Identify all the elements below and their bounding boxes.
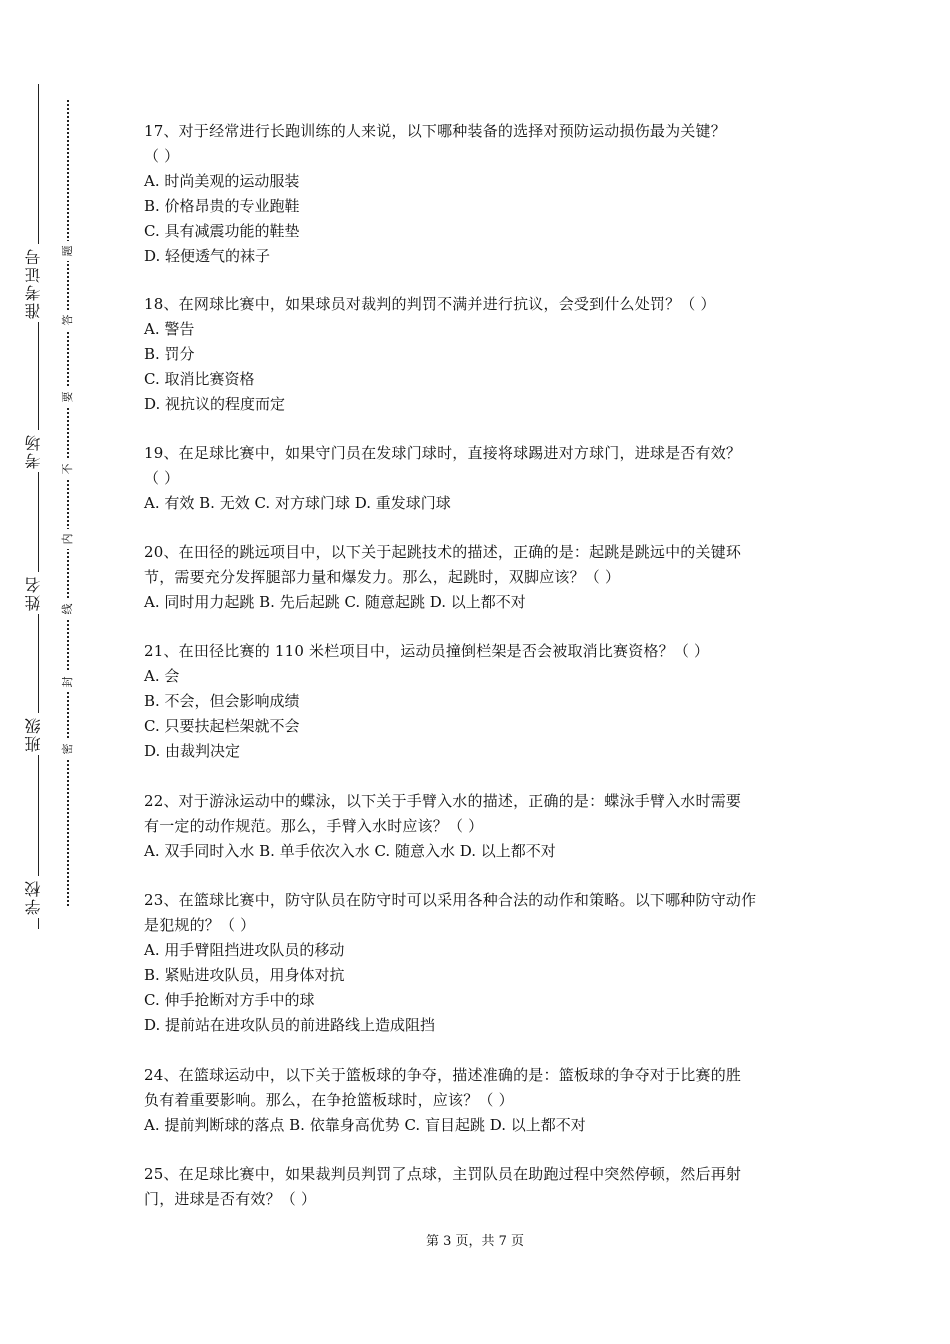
question-text: 22、对于游泳运动中的蝶泳，以下关于手臂入水的描述，正确的是：蝶泳手臂入水时需要 (144, 792, 742, 810)
question-text: 负有着重要影响。那么，在争抢篮板球时，应该？（ ） (144, 1091, 514, 1109)
question-text: 19、在足球比赛中，如果守门员在发球门球时，直接将球踢进对方球门，进球是否有效？ (144, 444, 742, 462)
seal-char: 封 (61, 672, 75, 692)
question-text: 有一定的动作规范。那么，手臂入水时应该？（ ） (144, 817, 484, 835)
student-name-label: 姓名 (22, 572, 46, 614)
option: B. 价格昂贵的专业跑鞋 (144, 197, 300, 215)
question-23 (144, 888, 824, 1038)
option: C. 具有减震功能的鞋垫 (144, 222, 300, 240)
option: A. 双手同时入水 B. 单手依次入水 C. 随意入水 D. 以上都不对 (144, 842, 556, 860)
option: B. 不会，但会影响成绩 (144, 692, 300, 710)
question-19 (144, 441, 824, 516)
question-text: 17、对于经常进行长跑训练的人来说，以下哪种装备的选择对预防运动损伤最为关键？ (144, 122, 726, 140)
seal-char: 题 (61, 241, 75, 261)
question-text: 18、在网球比赛中，如果球员对裁判的判罚不满并进行抗议，会受到什么处罚？（ ） (144, 295, 716, 313)
question-22 (144, 789, 824, 864)
question-text: 24、在篮球运动中，以下关于篮板球的争夺，描述准确的是：篮板球的争夺对于比赛的胜 (144, 1066, 742, 1084)
page-footer: 第 3 页，共 7 页 (425, 1234, 525, 1249)
question-25 (144, 1162, 824, 1212)
option: A. 有效 B. 无效 C. 对方球门球 D. 重发球门球 (144, 494, 451, 512)
option: A. 警告 (144, 320, 195, 338)
question-text: 21、在田径比赛的 110 米栏项目中，运动员撞倒栏架是否会被取消比赛资格？（ ） (144, 642, 710, 660)
question-text: 25、在足球比赛中，如果裁判员判罚了点球，主罚队员在助跑过程中突然停顿，然后再射 (144, 1165, 742, 1183)
question-17 (144, 119, 824, 269)
option: C. 取消比赛资格 (144, 370, 255, 388)
question-21 (144, 639, 824, 764)
seal-dotted-line (67, 100, 69, 906)
question-text: 节，需要充分发挥腿部力量和爆发力。那么，起跳时，双脚应该？（ ） (144, 568, 621, 586)
option: C. 只要扶起栏架就不会 (144, 717, 300, 735)
option: A. 会 (144, 667, 180, 685)
seal-char: 密 (61, 739, 75, 759)
seal-char: 答 (61, 310, 75, 330)
question-24 (144, 1063, 824, 1138)
question-20 (144, 540, 824, 615)
question-text: 门，进球是否有效？（ ） (144, 1190, 317, 1208)
question-text: 20、在田径的跳远项目中，以下关于起跳技术的描述，正确的是：起跳是跳远中的关键环 (144, 543, 742, 561)
option: D. 由裁判决定 (144, 742, 241, 760)
question-18 (144, 292, 824, 417)
option: D. 提前站在进攻队员的前进路线上造成阻挡 (144, 1016, 436, 1034)
option: D. 视抗议的程度而定 (144, 395, 286, 413)
exam-number-label: 准考证号 (22, 244, 46, 322)
question-text: （ ） (144, 147, 180, 165)
school-label: 学校 (22, 876, 46, 918)
binding-line (38, 84, 39, 929)
seal-char: 内 (61, 529, 75, 549)
option: A. 同时用力起跳 B. 先后起跳 C. 随意起跳 D. 以上都不对 (144, 593, 526, 611)
seal-char: 要 (61, 387, 75, 407)
option: B. 罚分 (144, 345, 195, 363)
exam-room-label: 考场 (22, 430, 46, 472)
question-text: 23、在篮球比赛中，防守队员在防守时可以采用各种合法的动作和策略。以下哪种防守动作 (144, 891, 757, 909)
option: A. 时尚美观的运动服装 (144, 172, 300, 190)
question-text: 是犯规的？（ ） (144, 916, 256, 934)
question-text: （ ） (144, 469, 180, 487)
option: B. 紧贴进攻队员，用身体对抗 (144, 966, 345, 984)
option: C. 伸手抢断对方手中的球 (144, 991, 315, 1009)
option: A. 提前判断球的落点 B. 依靠身高优势 C. 盲目起跳 D. 以上都不对 (144, 1116, 586, 1134)
seal-char: 线 (61, 599, 75, 619)
class-label: 班级 (22, 713, 46, 755)
seal-char: 不 (61, 459, 75, 479)
option: A. 用手臂阻挡进攻队员的移动 (144, 941, 345, 959)
option: D. 轻便透气的袜子 (144, 247, 271, 265)
